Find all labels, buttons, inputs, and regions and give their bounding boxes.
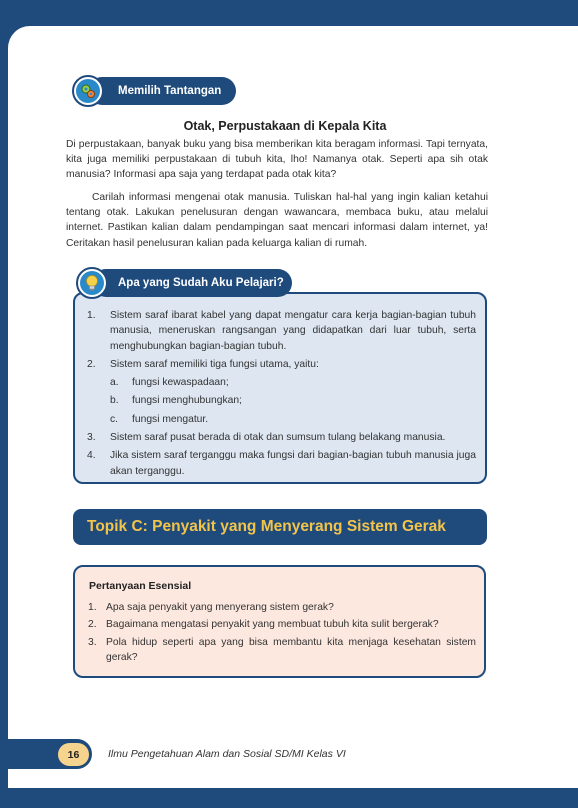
learned-list bbox=[87, 308, 476, 479]
paragraph-2: Carilah informasi mengenai otak manusia. Tuliskan hal-hal yang ingin kalian ketahui tentang otak. Lakukan penelusuran dengan wawancara, membaca buku, atau melalui internet. Pastikan kalian dalam pendampingan saat mencari informasi dalam internet, ya! Ceritakan hasil penelusuran kalian pada keluarga kalian di rumah. bbox=[66, 192, 488, 249]
list-item: 3. Sistem saraf pusat berada di otak dan sumsum tulang belakang manusia. bbox=[87, 432, 446, 444]
learned-pill bbox=[92, 269, 292, 297]
page-number: 16 bbox=[57, 742, 90, 767]
topic-title: Topik C: Penyakit yang Menyerang Sistem Gerak bbox=[87, 518, 446, 535]
essential-heading: Pertanyaan Esensial bbox=[89, 580, 192, 592]
challenge-label: Memilih Tantangan bbox=[118, 85, 222, 97]
list-item: 2. Bagaimana mengatasi penyakit yang membuat tubuh kita sulit bergerak? bbox=[88, 619, 439, 631]
sub-list-item: b. fungsi menghubungkan; bbox=[110, 395, 242, 407]
challenge-pill bbox=[88, 77, 236, 105]
section-title: Otak, Perpustakaan di Kepala Kita bbox=[183, 119, 387, 133]
sub-list-item: a. fungsi kewaspadaan; bbox=[110, 377, 229, 389]
gears-icon bbox=[72, 75, 104, 107]
list-item: 2. Sistem saraf memiliki tiga fungsi utama, yaitu: bbox=[87, 358, 319, 370]
list-item: 3. Pola hidup seperti apa yang bisa membantu kita menjaga kesehatan sistem gerak? bbox=[88, 636, 476, 663]
list-item: 1. Apa saja penyakit yang menyerang sistem gerak? bbox=[88, 602, 334, 613]
top-border bbox=[0, 0, 578, 26]
learned-box bbox=[73, 292, 487, 484]
book-title: Ilmu Pengetahuan Alam dan Sosial SD/MI Kelas VI bbox=[108, 748, 346, 760]
learned-label: Apa yang Sudah Aku Pelajari? bbox=[118, 277, 284, 289]
list-item: 1. Sistem saraf ibarat kabel yang dapat mengatur cara kerja bagian-bagian tubuh manusia, meneruskan rangsangan yang didapatkan dari luar tubuh, serta menghubungkan bagian-bagian tubuh. bbox=[87, 310, 476, 352]
paragraph-1: Di perpustakaan, banyak buku yang bisa memberikan kita beragam informasi. Tapi ternyata, kita juga memiliki perpustakaan di tubuh kita, lho! Namanya otak. Seperti apa sih otak manusia? Informasi apa saja yang terdapat pada otak kita? bbox=[66, 139, 488, 181]
essential-list bbox=[88, 600, 476, 665]
list-item: 4. Jika sistem saraf terganggu maka fungsi dari bagian-bagian tubuh manusia juga akan terganggu. bbox=[87, 450, 476, 477]
lightbulb-icon bbox=[76, 267, 108, 299]
bottom-border bbox=[0, 788, 578, 808]
topic-heading bbox=[73, 509, 487, 545]
sub-list-item: c. fungsi mengatur. bbox=[110, 413, 209, 425]
essential-questions-box bbox=[73, 565, 486, 678]
